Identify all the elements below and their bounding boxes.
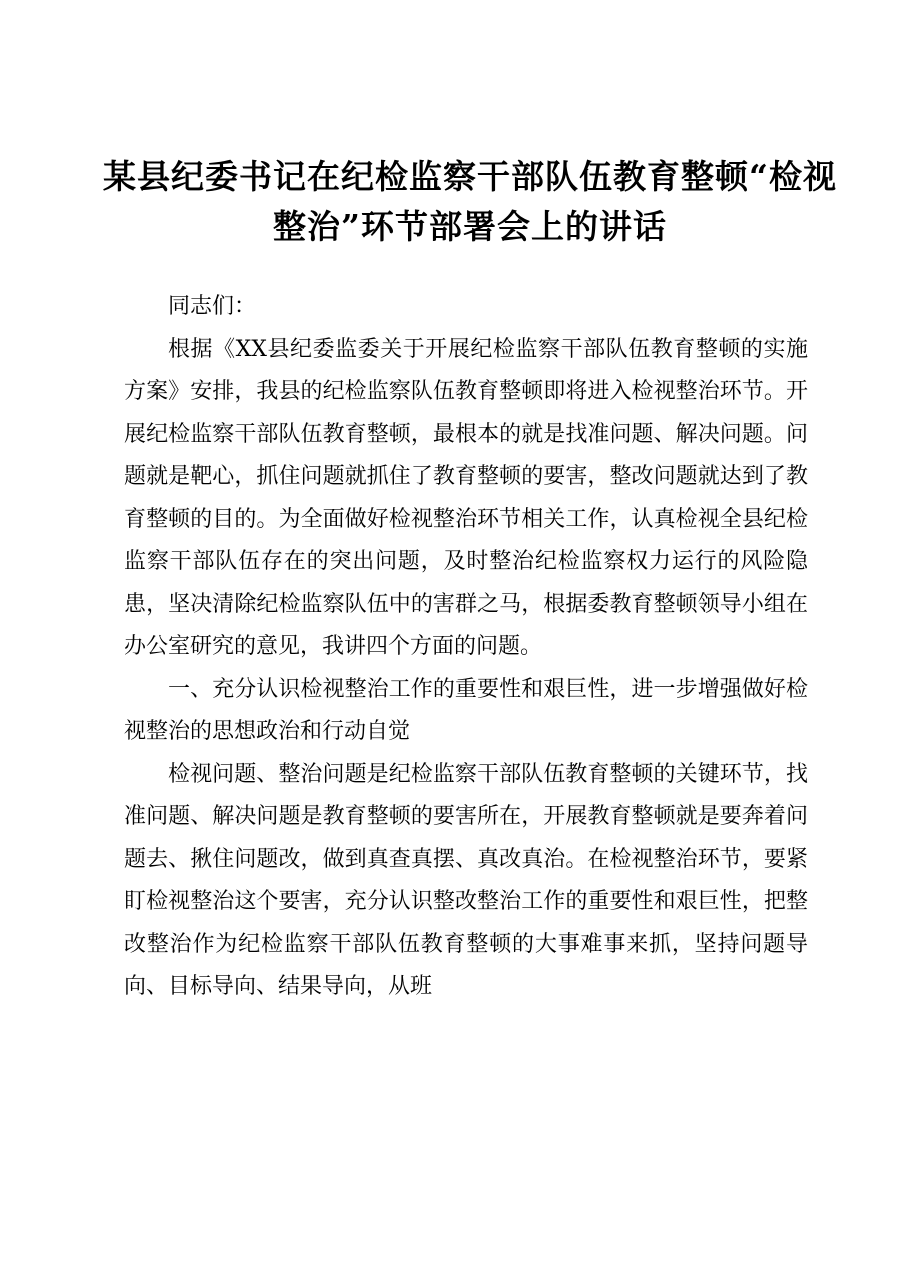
paragraph-section-1: 检视问题、整治问题是纪检监察干部队伍教育整顿的关键环节，找准问题、解决问题是教育整顿的要害所在，开展教育整顿就是要奔着问题去、揪住问题改，做到真查真摆、真改真治。在检视整治环节，要紧盯检视整治这个要害，充分认识整改整治工作的重要性和艰巨性，把整改整治作为纪检监察干部队伍教育整顿的大事难事来抓，坚持问题导向、目标导向、结果导向，从班 <box>124 761 808 999</box>
document-title: 某县纪委书记在纪检监察干部队伍教育整顿“检视整治”环节部署会上的讲话 <box>103 157 837 246</box>
document-body <box>124 286 808 1009</box>
paragraph-salutation: 同志们： <box>168 294 257 319</box>
paragraph-intro: 根据《XX县纪委监委关于开展纪检监察干部队伍教育整顿的实施方案》安排，我县的纪检监察队伍教育整顿即将进入检视整治环节。开展纪检监察干部队伍教育整顿，最根本的就是找准问题、解决问题。问题就是靶心，抓住问题就抓住了教育整顿的要害，整改问题就达到了教育整顿的目的。为全面做好检视整治环节相关工作，认真检视全县纪检监察干部队伍存在的突出问题，及时整治纪检监察权力运行的风险隐患，坚决清除纪检监察队伍中的害群之马，根据委教育整顿领导小组在办公室研究的意见，我讲四个方面的问题。 <box>124 336 808 659</box>
section-heading-1: 一、充分认识检视整治工作的重要性和艰巨性，进一步增强做好检视整治的思想政治和行动自觉 <box>124 676 808 744</box>
